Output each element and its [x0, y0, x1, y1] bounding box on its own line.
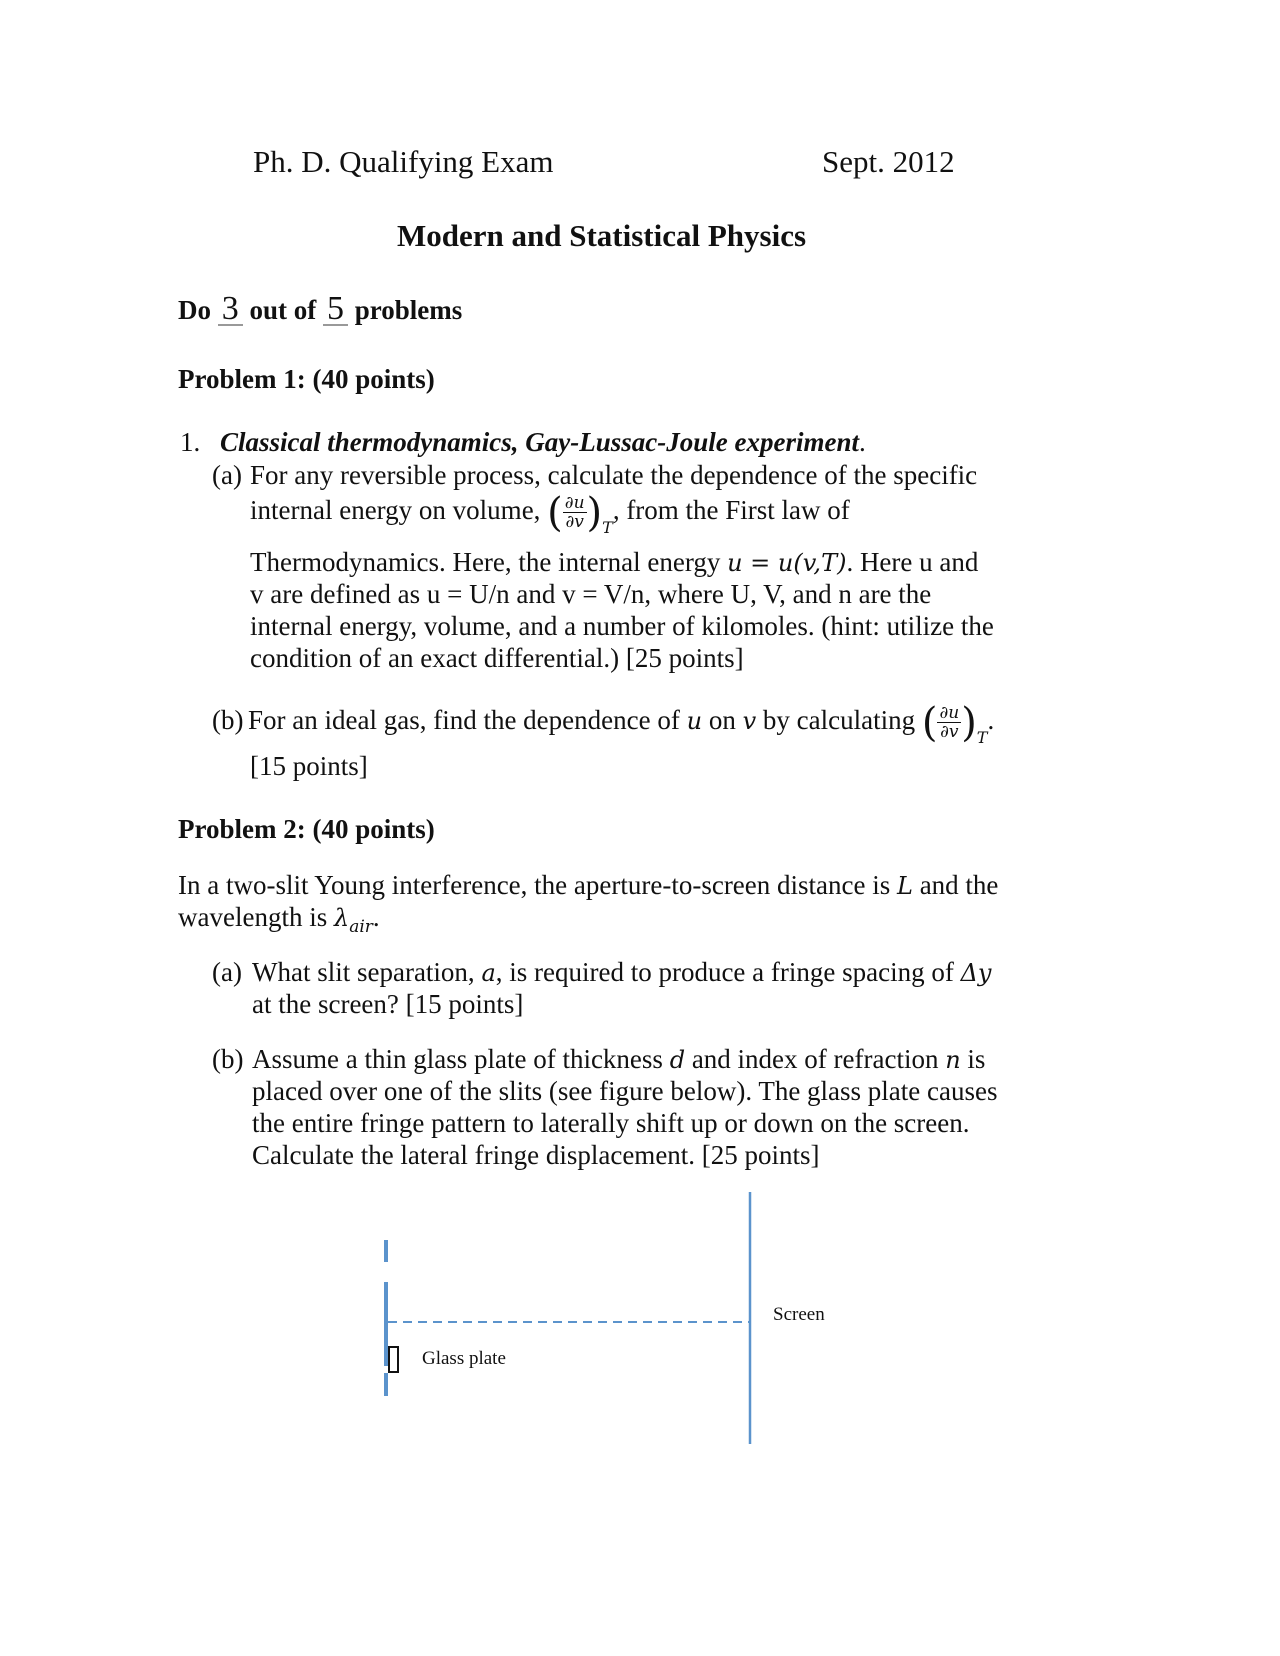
- derivative-du-dv: $\frac{\partial u}{\partial v}$: [564, 493, 585, 533]
- screen-label: Screen: [773, 1304, 825, 1325]
- problem-1-heading: Problem 1: (40 points): [178, 364, 435, 394]
- deriv-subscript: T: [602, 518, 613, 537]
- p2b-label: (b): [212, 1044, 244, 1074]
- exam-date: Sept. 2012: [822, 144, 955, 179]
- p2b-line1: Assume a thin glass plate of thickness d and index of refraction n is: [252, 1044, 986, 1074]
- p1a-line6: condition of an exact differential.) [25 points]: [250, 643, 744, 673]
- p1a-line2: internal energy on volume, ( $\frac{\partial u}{\partial v}$ )$_T$, from the First law of: [250, 489, 850, 537]
- p1a-line1: For any reversible process, calculate the dependence of the specific: [250, 460, 978, 490]
- topic-period: .: [858, 427, 866, 457]
- problem-1-number: 1.: [180, 427, 201, 457]
- p2a-line2: at the screen? [15 points]: [252, 989, 524, 1019]
- p1a-line4: v are defined as u = U/n and v = V/n, where U, V, and n are the: [250, 579, 932, 609]
- instructions-middle: out of: [249, 295, 317, 325]
- topic-text: Classical thermodynamics, Gay-Lussac-Joule experiment: [220, 427, 859, 457]
- p2-intro-line1: In a two-slit Young interference, the aperture-to-screen distance is L and the: [178, 870, 999, 900]
- p2-intro-line2: wavelength is $\lambda_{air}$.: [178, 902, 380, 937]
- count-total: 5: [323, 294, 348, 326]
- p1b-line1: For an ideal gas, find the dependence of u on v by calculating ( $\frac{\partial u}{\partial v}$ )$_T$.: [248, 699, 995, 747]
- instructions: [178, 290, 463, 327]
- p1a-line2-post: , from the First law of: [612, 495, 850, 525]
- p1b-label: (b): [212, 705, 244, 735]
- p2b-line3: the entire fringe pattern to laterally shift up or down on the screen.: [252, 1108, 970, 1138]
- glass-plate-label: Glass plate: [422, 1348, 506, 1369]
- p1b-line2: [15 points]: [250, 751, 368, 781]
- p1a-line5: internal energy, volume, and a number of kilomoles. (hint: utilize the: [250, 611, 994, 641]
- count-do: 3: [218, 294, 243, 326]
- p2b-line4: Calculate the lateral fringe displacement. [25 points]: [252, 1140, 820, 1170]
- p2a-label: (a): [212, 957, 242, 987]
- instructions-suffix: problems: [354, 295, 463, 325]
- exam-name: Ph. D. Qualifying Exam: [253, 144, 554, 179]
- p2a-line1: What slit separation, a, is required to produce a fringe spacing of Δy: [252, 957, 992, 987]
- problem-2-heading: Problem 2: (40 points): [178, 814, 435, 844]
- p1a-line3: Thermodynamics. Here, the internal energy u = u(v,T). Here u and: [250, 547, 979, 577]
- p1a-line2-pre: internal energy on volume,: [250, 495, 541, 525]
- p1a-label: (a): [212, 460, 242, 490]
- page-title: Modern and Statistical Physics: [397, 218, 807, 253]
- instructions-prefix: Do: [178, 295, 211, 325]
- glass-plate: [389, 1347, 398, 1372]
- equation-u: u = u(v,T): [727, 549, 847, 577]
- p2b-line2: placed over one of the slits (see figure below). The glass plate causes: [252, 1076, 998, 1106]
- problem-1-topic: [220, 426, 866, 458]
- derivative-du-dv-b: $\frac{\partial u}{\partial v}$: [939, 703, 960, 743]
